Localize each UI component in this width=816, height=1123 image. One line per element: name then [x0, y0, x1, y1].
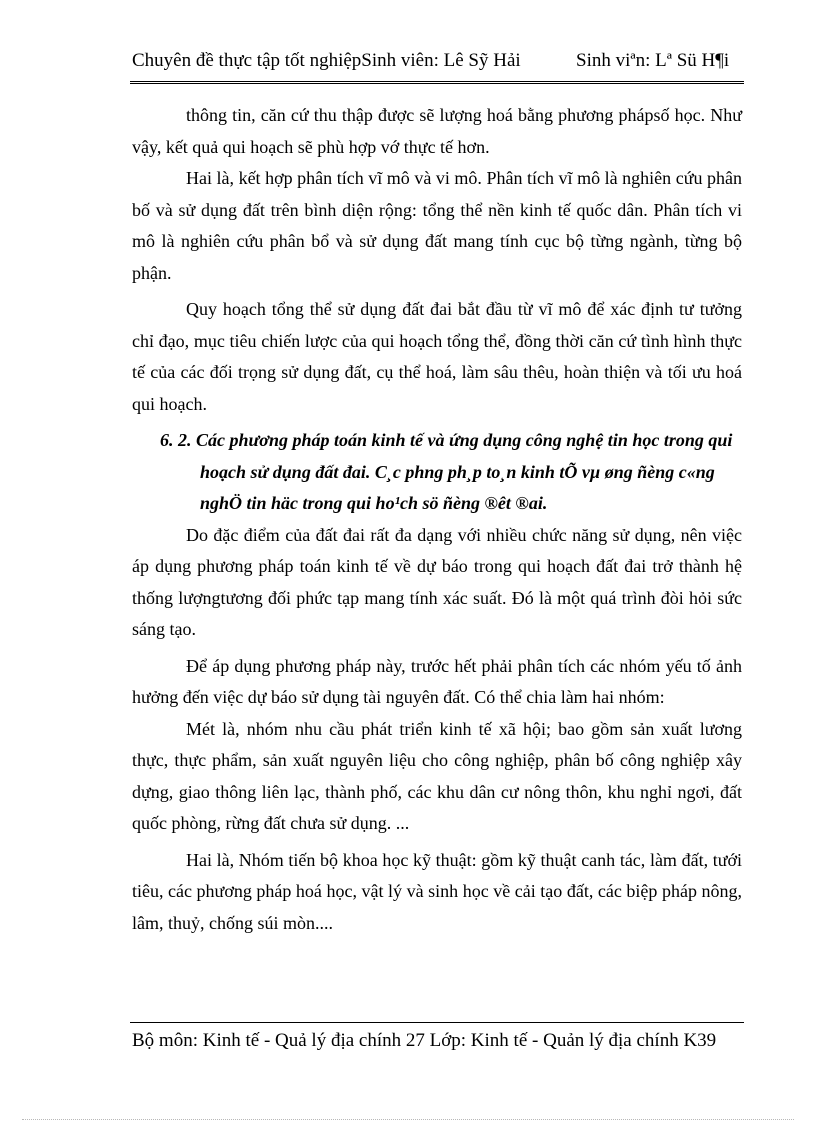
page-body: [132, 100, 742, 939]
paragraph-6: Mét là, nhóm nhu cầu phát triển kinh tế xã hội; bao gồm sản xuất lương thực, thực phẩm, sản xuất nguyên liệu cho công nghiệp, phân bố công nghiệp xây dựng, giao thông liên lạc, thành phố, các khu dân cư nông thôn, khu nghỉ ngơi, đất quốc phòng, rừng đất chưa sử dụng. ...: [132, 718, 742, 833]
paragraph-5: Để áp dụng phương pháp này, trước hết phải phân tích các nhóm yếu tố ảnh hưởng đến việc dự báo sử dụng tài nguyên đất. Có thể chia làm hai nhóm:: [132, 655, 742, 707]
header-left-text: Chuyên đề thực tập tốt nghiệpSinh viên: Lê Sỹ Hải: [132, 50, 521, 71]
paragraph-4: Do đặc điểm của đất đai rất đa dạng với nhiều chức năng sử dụng, nên việc áp dụng phương pháp toán kinh tế về dự báo trong qui hoạch đất đai trở thành hệ thống lượngtương đối phức tạp mang tính xác suất. Đó là một quá trình đòi hỏi sức sáng tạo.: [132, 524, 742, 639]
paragraph-3: Quy hoạch tổng thể sử dụng đất đai bắt đầu từ vĩ mô để xác định tư tưởng chỉ đạo, mục tiêu chiến lược của qui hoạch tổng thể, đồng thời căn cứ tình hình thực tế của các đối trọng sử dụng đất, cụ thể hoá, làm sâu thêu, hoàn thiện và tối ưu hoá qui hoạch.: [132, 299, 742, 414]
paragraph-2: Hai là, kết hợp phân tích vĩ mô và vi mô. Phân tích vĩ mô là nghiên cứu phân bố và sử dụng đất trên bình diện rộng: tổng thể nền kinh tế quốc dân. Phân tích vi mô là nghiên cứu phân bổ và sử dụng đất mang tính cục bộ từng ngành, từng bộ phận.: [132, 168, 742, 283]
page-bottom-edge: [22, 1119, 794, 1120]
page-footer: Bộ môn: Kinh tế - Quả lý địa chính 27 Lớp: Kinh tế - Quản lý địa chính K39: [132, 1030, 717, 1051]
paragraph-1: thông tin, căn cứ thu thập được sẽ lượng hoá bằng phương phápsố học. Như vậy, kết quả qui hoạch sẽ phù hợp vớ thực tế hơn.: [132, 105, 742, 157]
footer-divider: [130, 1022, 744, 1023]
header-right-text: Sinh viªn: Lª Sü H¶i: [576, 50, 730, 71]
header-divider: [130, 81, 744, 84]
paragraph-7: Hai là, Nhóm tiến bộ khoa học kỹ thuật: gồm kỹ thuật canh tác, làm đất, tưới tiêu, các phương pháp hoá học, vật lý và sinh học về cải tạo đất, các biệp pháp nông, lâm, thuỷ, chống súi mòn....: [132, 849, 742, 933]
section-heading: 6. 2. Các phương pháp toán kinh tế và ứng dụng công nghệ tin học trong qui hoạch sử dụng đất đai. C¸c phng ph¸p to¸n kinh tÕ vµ øng ñèng c«ng nghÖ tin häc trong qui ho¹ch sö ñèng ®êt ®ai.: [160, 430, 733, 513]
